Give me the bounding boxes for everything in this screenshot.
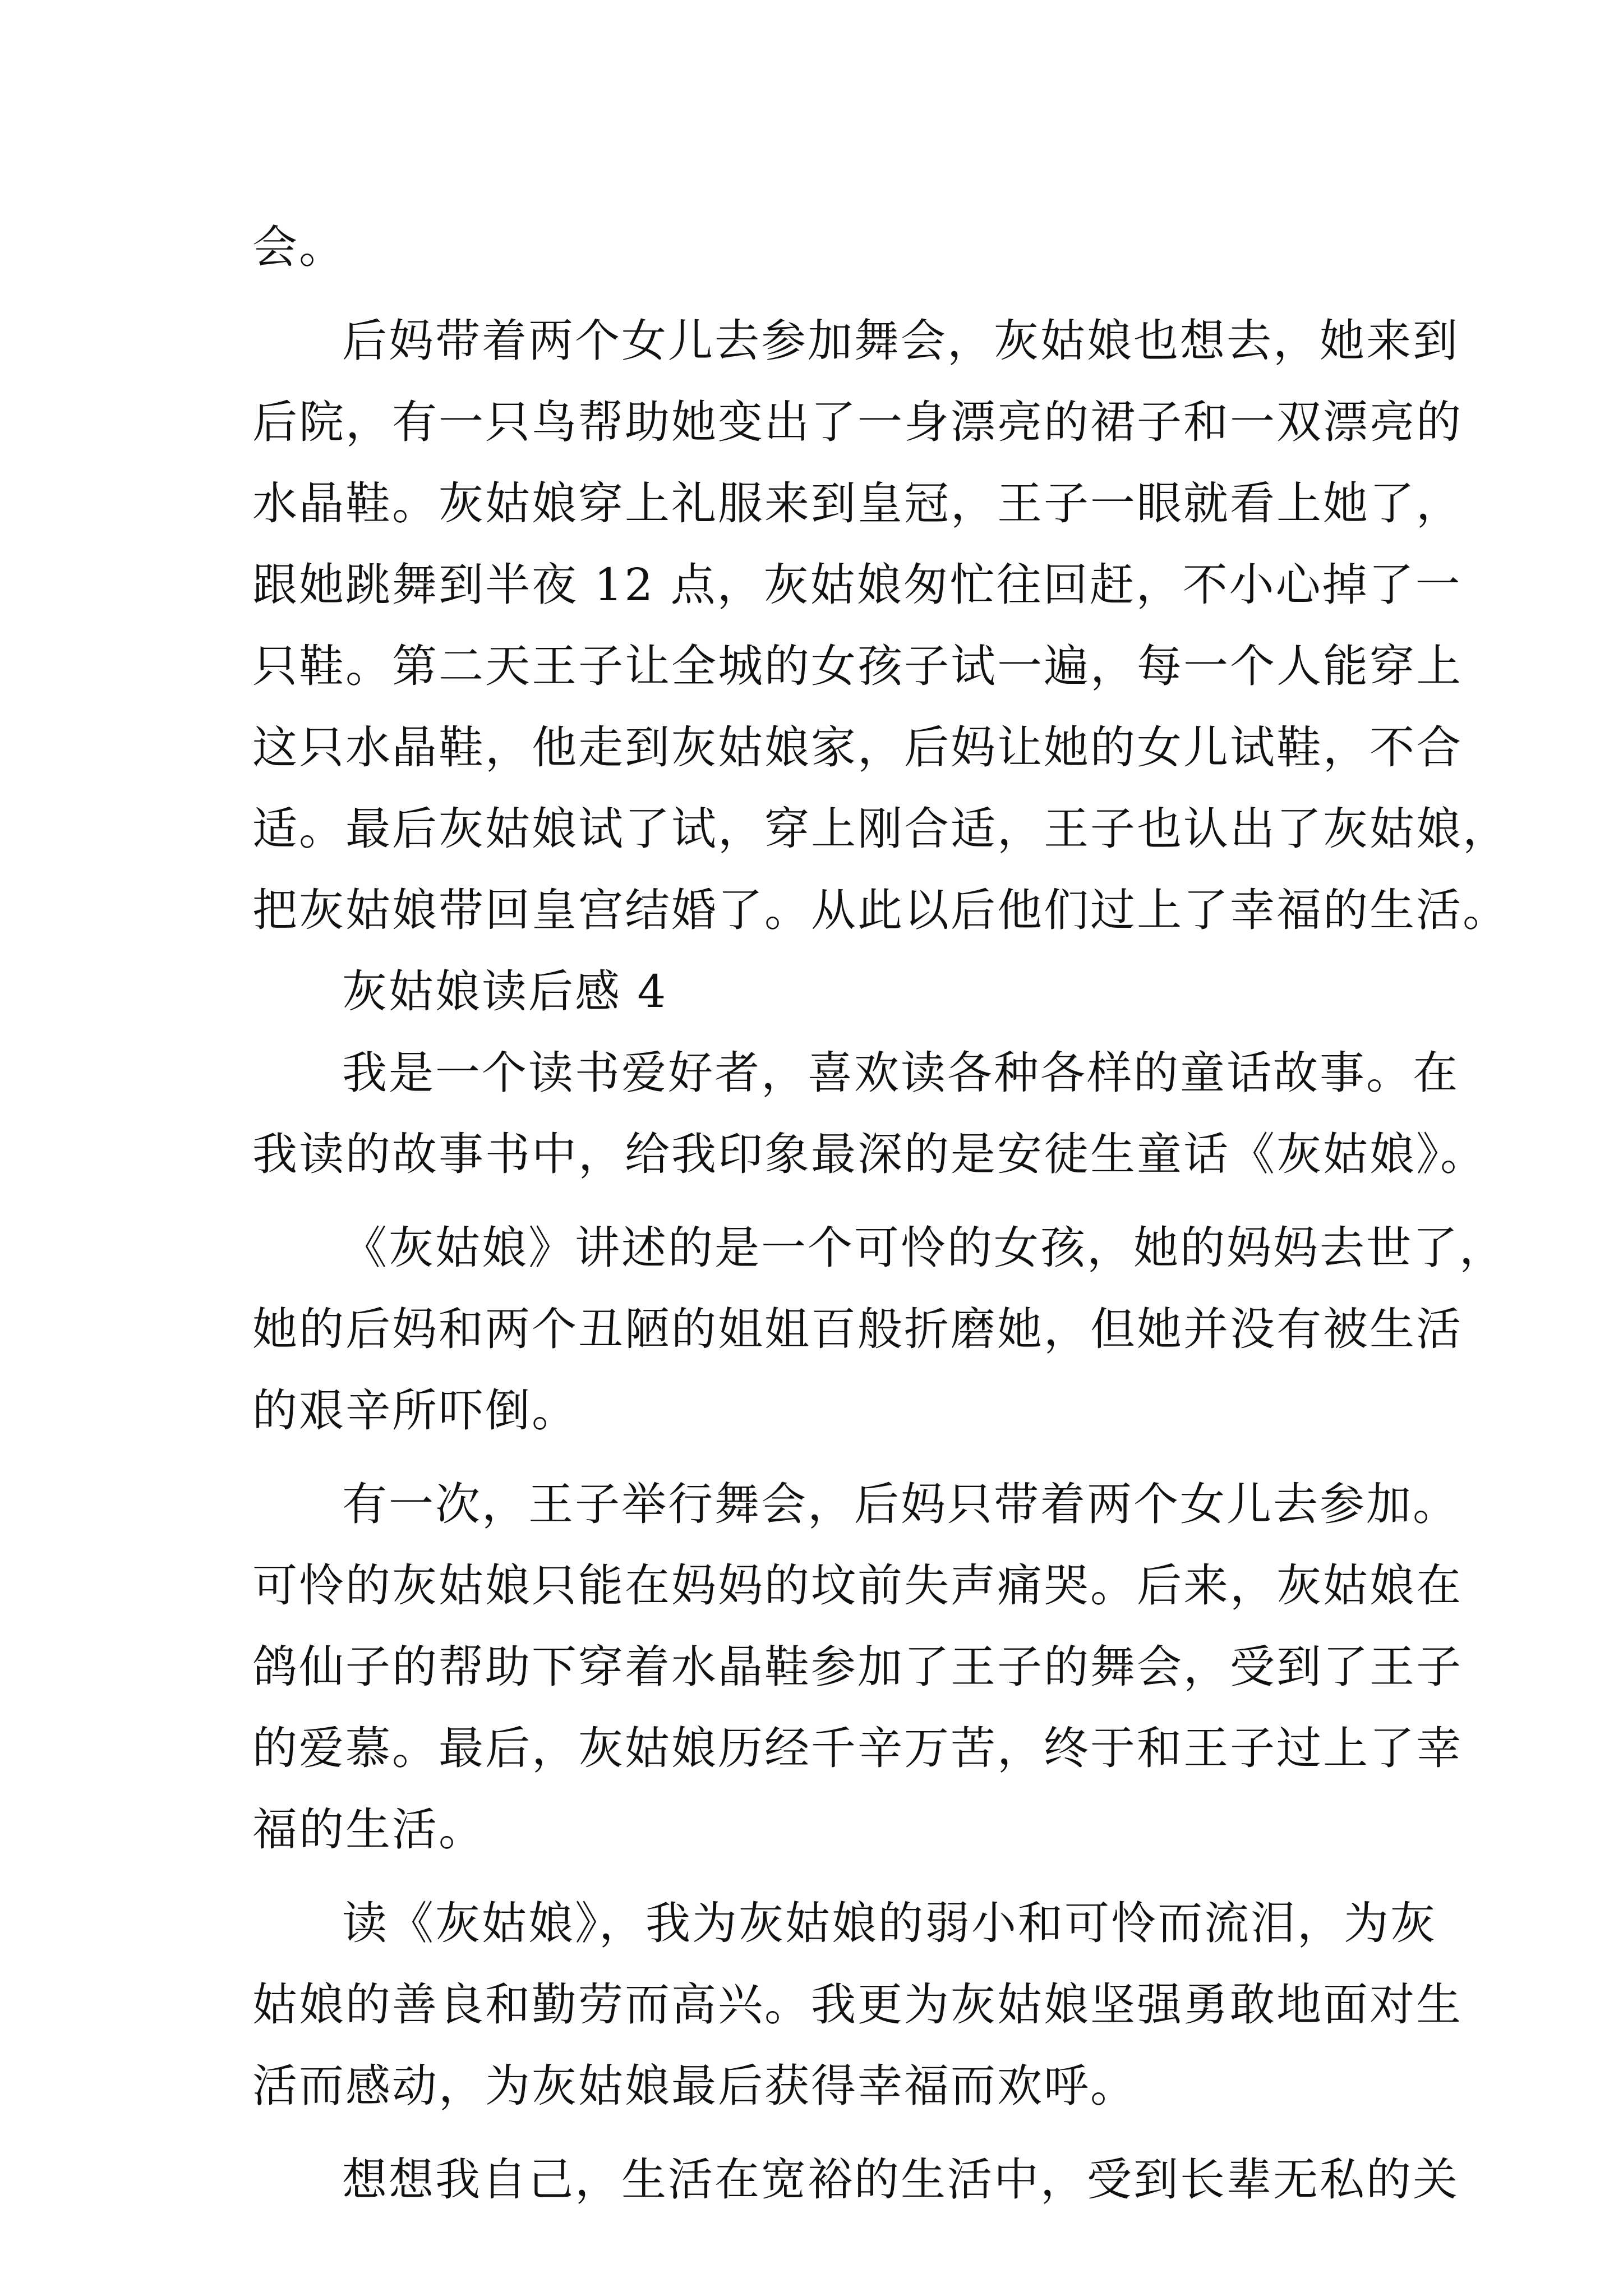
text-line: 的艰辛所吓倒。	[252, 1384, 578, 1437]
text-line: 我读的故事书中，给我印象最深的是安徒生童话《灰姑娘》。	[252, 1128, 1487, 1180]
text-line: 后妈带着两个女儿去参加舞会，灰姑娘也想去，她来到	[342, 315, 1459, 367]
section-heading: 灰姑娘读后感 4	[342, 965, 668, 1018]
text-line: 的爱慕。最后，灰姑娘历经千辛万苦，终于和王子过上了幸	[252, 1722, 1463, 1774]
text-line: 活而感动，为灰姑娘最后获得幸福而欢呼。	[252, 2060, 1137, 2112]
text-line: 读《灰姑娘》，我为灰姑娘的弱小和可怜而流泪，为灰	[342, 1897, 1437, 1949]
text-line: 跟她跳舞到半夜 12 点，灰姑娘匆忙往回赶，不小心掉了一	[252, 559, 1462, 611]
text-line: 有一次，王子举行舞会，后妈只带着两个女儿去参加。	[342, 1478, 1459, 1530]
text-line: 福的生活。	[252, 1803, 485, 1856]
text-line: 会。	[252, 221, 345, 273]
text-line: 后院，有一只鸟帮助她变出了一身漂亮的裙子和一双漂亮的	[252, 396, 1463, 448]
text-line: 她的后妈和两个丑陋的姐姐百般折磨她，但她并没有被生活	[252, 1303, 1463, 1355]
text-line: 我是一个读书爱好者，喜欢读各种各样的童话故事。在	[342, 1047, 1459, 1099]
text-line: 只鞋。第二天王子让全城的女孩子试一遍，每一个人能穿上	[252, 640, 1463, 692]
text-line: 可怜的灰姑娘只能在妈妈的坟前失声痛哭。后来，灰姑娘在	[252, 1559, 1463, 1612]
text-line: 适。最后灰姑娘试了试，穿上刚合适，王子也认出了灰姑娘，	[252, 803, 1509, 855]
text-line: 鸽仙子的帮助下穿着水晶鞋参加了王子的舞会，受到了王子	[252, 1641, 1463, 1693]
text-line: 水晶鞋。灰姑娘穿上礼服来到皇冠，王子一眼就看上她了，	[252, 477, 1463, 530]
text-line: 想想我自己，生活在宽裕的生活中，受到长辈无私的关	[342, 2154, 1459, 2206]
text-line: 《灰姑娘》讲述的是一个可怜的女孩，她的妈妈去世了，	[342, 1222, 1506, 1274]
text-line: 把灰姑娘带回皇宫结婚了。从此以后他们过上了幸福的生活。	[252, 884, 1509, 936]
text-line: 姑娘的善良和勤劳而高兴。我更为灰姑娘坚强勇敢地面对生	[252, 1978, 1463, 2031]
document-body	[252, 206, 1509, 2220]
text-line: 这只水晶鞋，他走到灰姑娘家，后妈让她的女儿试鞋，不合	[252, 721, 1463, 774]
